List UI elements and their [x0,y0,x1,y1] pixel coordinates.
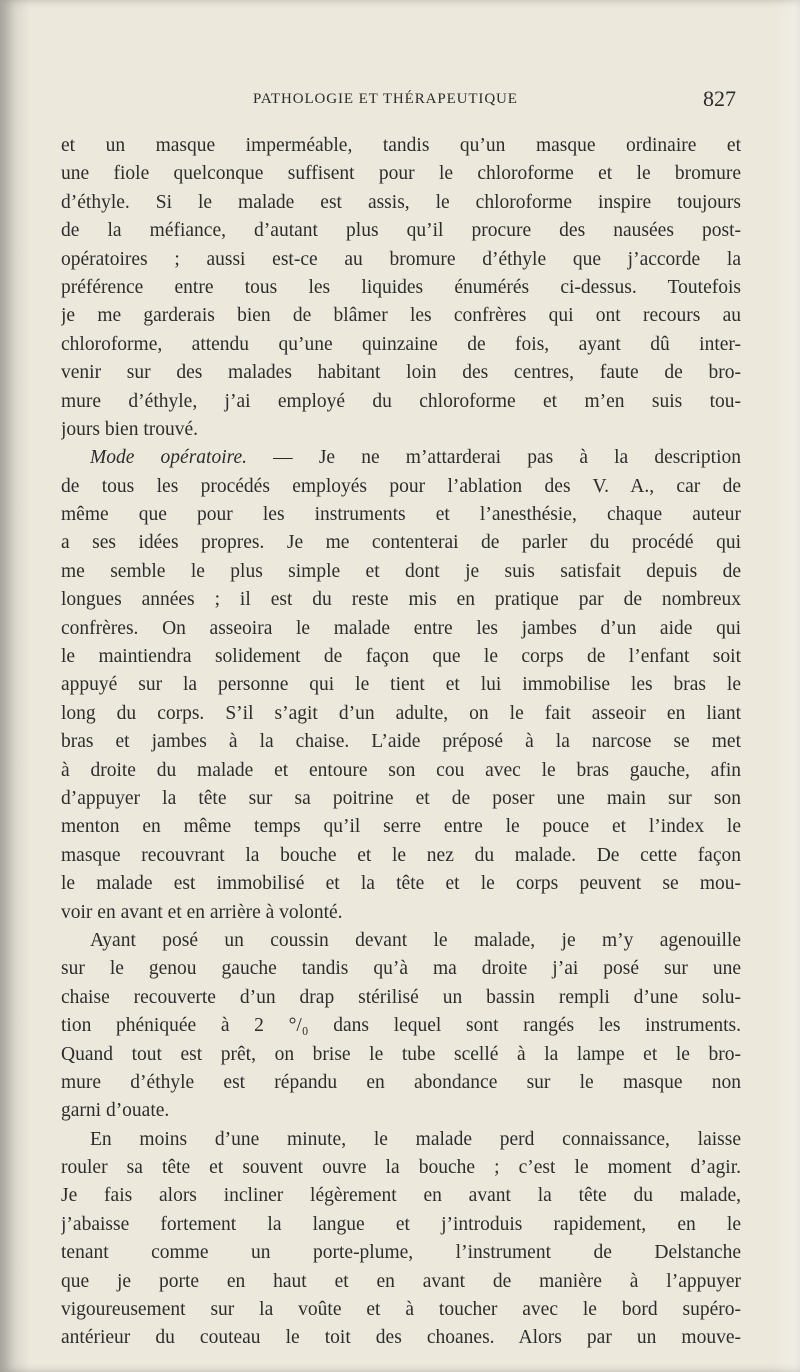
text-line: masque recouvrant la bouche et le nez du malade. De cette façon [61,844,741,866]
text-line: Je fais alors incliner légèrement en avant la tête du malade, [61,1185,741,1207]
text-line: d’appuyer la tête sur sa poitrine et de poser une main sur son [61,787,741,809]
text-line: une fiole quelconque suffisent pour le chloroforme et le bromure [61,163,741,185]
text-line: j’abaisse fortement la langue et j’introduis rapidement, en le [61,1213,741,1235]
text-line: mure d’éthyle, j’ai employé du chloroforme et m’en suis tou- [61,390,741,412]
text-line: opératoires ; aussi est-ce au bromure d’éthyle que j’accorde la [61,248,741,270]
page-number: 827 [703,86,736,111]
text-line: appuyé sur la personne qui le tient et lui immobilise les bras le [61,674,741,696]
text-line: chloroforme, attendu qu’une quinzaine de fois, ayant dû inter- [61,333,741,355]
text-line: En moins d’une minute, le malade perd connaissance, laisse [90,1128,741,1150]
text-line: tion phéniquée à 2 °/₀ dans lequel sont rangés les instruments. [61,1015,741,1037]
text-line: que je porte en haut et en avant de manière à l’appuyer [61,1270,741,1292]
text-line: Mode opératoire. — Je ne m’attarderai pas à la description [90,447,741,469]
text-line: me semble le plus simple et dont je suis satisfait depuis de [61,560,741,582]
text-line: vigoureusement sur la voûte et à toucher avec le bord supéro- [61,1299,741,1321]
text-line: rouler sa tête et souvent ouvre la bouche ; c’est le moment d’agir. [61,1157,741,1179]
text-line: préférence entre tous les liquides énumérés ci-dessus. Toutefois [61,276,741,298]
text-line: garni d’ouate. [61,1100,170,1122]
running-title: PATHOLOGIE ET THÉRAPEUTIQUE [253,91,518,107]
text-line: voir en avant et en arrière à volonté. [61,901,343,923]
text-line: venir sur des malades habitant loin des centres, faute de bro- [61,362,741,384]
text-line: longues années ; il est du reste mis en pratique par de nombreux [61,589,741,611]
italic-heading: Mode opératoire. [90,447,248,469]
text-line: sur le genou gauche tandis qu’à ma droite j’ai posé sur une [61,958,741,980]
text-line: jours bien trouvé. [61,418,199,440]
text-line: a ses idées propres. Je me contenterai de parler du procédé qui [61,532,741,554]
text-line: de la méfiance, d’autant plus qu’il procure des nausées post- [61,220,741,242]
text-line: bras et jambes à la chaise. L’aide préposé à la narcose se met [61,731,741,753]
text-line: Quand tout est prêt, on brise le tube scellé à la lampe et le bro- [61,1043,741,1065]
text-line: tenant comme un porte-plume, l’instrument de Delstanche [61,1242,741,1264]
text-line: antérieur du couteau le toit des choanes. Alors par un mouve- [61,1327,741,1349]
text-line: Ayant posé un coussin devant le malade, je m’y agenouille [90,929,741,951]
text-line: confrères. On asseoira le malade entre les jambes d’un aide qui [61,617,741,639]
text-line: long du corps. S’il s’agit d’un adulte, on le fait asseoir en liant [61,702,741,724]
text-line: menton en même temps qu’il serre entre le pouce et l’index le [61,816,741,838]
text-line: le malade est immobilisé et la tête et le corps peuvent se mou- [61,873,741,895]
text-line: chaise recouverte d’un drap stérilisé un bassin rempli d’une solu- [61,986,741,1008]
text-line: mure d’éthyle est répandu en abondance sur le masque non [61,1071,741,1093]
text-line: de tous les procédés employés pour l’ablation des V. A., car de [61,475,741,497]
page-header [0,84,800,114]
text-line: je me garderais bien de blâmer les confrères qui ont recours au [61,305,741,327]
text-line: le maintiendra solidement de façon que le corps de l’enfant soit [61,646,741,668]
text-line: même que pour les instruments et l’anesthésie, chaque auteur [61,504,741,526]
text-line: à droite du malade et entoure son cou avec le bras gauche, afin [61,759,741,781]
text-line: et un masque imperméable, tandis qu’un masque ordinaire et [61,135,741,156]
text-line: d’éthyle. Si le malade est assis, le chloroforme inspire toujours [61,191,741,213]
body-text [61,132,741,1353]
